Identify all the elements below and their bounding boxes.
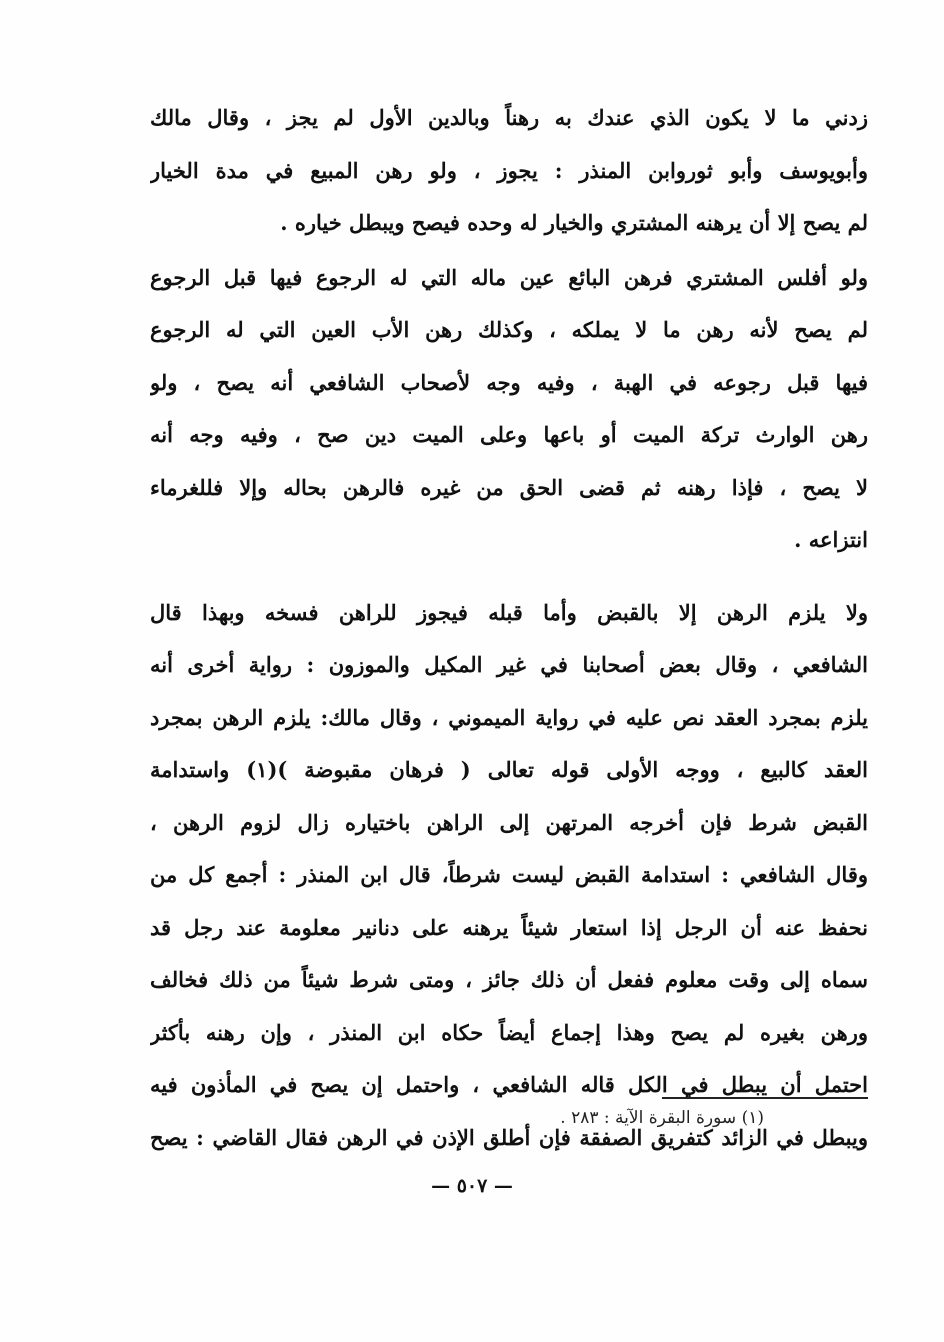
text-line: ورهن بغيره لم يصح وهذا إجماع أيضاً حكاه ابن المنذر ، وإن رهنه بأكثر <box>150 1019 868 1045</box>
paragraph-gap <box>150 567 868 587</box>
footnote-separator <box>662 1097 868 1099</box>
text-line: العقد كالبيع ، ووجه الأولى قوله تعالى ( فرهان مقبوضة )(١) واستدامة <box>150 757 868 782</box>
text-line: لم يصح لأنه رهن ما لا يملكه ، وكذلك رهن الأب العين التي له الرجوع <box>150 317 868 342</box>
text-line: فيها قبل رجوعه في الهبة ، وفيه وجه لأصحاب الشافعي أنه يصح ، ولو <box>150 369 868 395</box>
text-line: وقال الشافعي : استدامة القبض ليست شرطاً، قال ابن المنذر : أجمع كل من <box>150 862 868 887</box>
text-line: لم يصح إلا أن يرهنه المشتري والخيار له وحده فيصح ويبطل خياره . <box>280 210 868 235</box>
main-text <box>150 92 868 1164</box>
text-line: احتمل أن يبطل في الكل قاله الشافعي ، واحتمل إن يصح في المأذون فيه <box>150 1072 868 1097</box>
paragraph-2 <box>150 252 868 567</box>
paragraph-1 <box>150 92 868 250</box>
text-line: انتزاعه . <box>794 527 868 552</box>
text-line: زدني ما لا يكون الذي عندك به رهناً وبالدين الأول لم يجز ، وقال مالك <box>150 105 868 130</box>
text-line: رهن الوارث تركة الميت أو باعها وعلى الميت دين صح ، وفيه وجه أنه <box>150 422 868 447</box>
paragraph-3 <box>150 587 868 1165</box>
text-line: القبض شرط فإن أخرجه المرتهن إلى الراهن باختياره زال لزوم الرهن ، <box>150 809 868 835</box>
text-line: يلزم بمجرد العقد نص عليه في رواية الميموني ، وقال مالك: يلزم الرهن بمجرد <box>150 704 868 730</box>
text-line: الشافعي ، وقال بعض أصحابنا في غير المكيل والموزون : رواية أخرى أنه <box>150 652 868 677</box>
text-line: ولا يلزم الرهن إلا بالقبض وأما قبله فيجوز للراهن فسخه وبهذا قال <box>150 599 868 625</box>
text-line: ولو أفلس المشتري فرهن البائع عين ماله التي له الرجوع فيها قبل الرجوع <box>150 264 868 290</box>
text-line: لا يصح ، فإذا رهنه ثم قضى الحق من غيره فالرهن بحاله وإلا فللغرماء <box>150 474 868 500</box>
text-line: ويبطل في الزائد كتفريق الصفقة فإن أطلق الإذن في الرهن فقال القاضي : يصح <box>150 1124 868 1150</box>
footnote: (١) سورة البقرة الآية : ٢٨٣ . <box>560 1108 764 1128</box>
page-number: — ٥٠٧ — <box>431 1175 513 1197</box>
text-line: سماه إلى وقت معلوم ففعل أن ذلك جائز ، ومتى شرط شيئاً من ذلك فخالف <box>150 967 868 992</box>
text-line: وأبويوسف وأبو ثوروابن المنذر : يجوز ، ولو رهن المبيع في مدة الخيار <box>150 157 868 183</box>
text-line: نحفظ عنه أن الرجل إذا استعار شيئاً يرهنه على دنانير معلومة عند رجل قد <box>150 914 868 940</box>
